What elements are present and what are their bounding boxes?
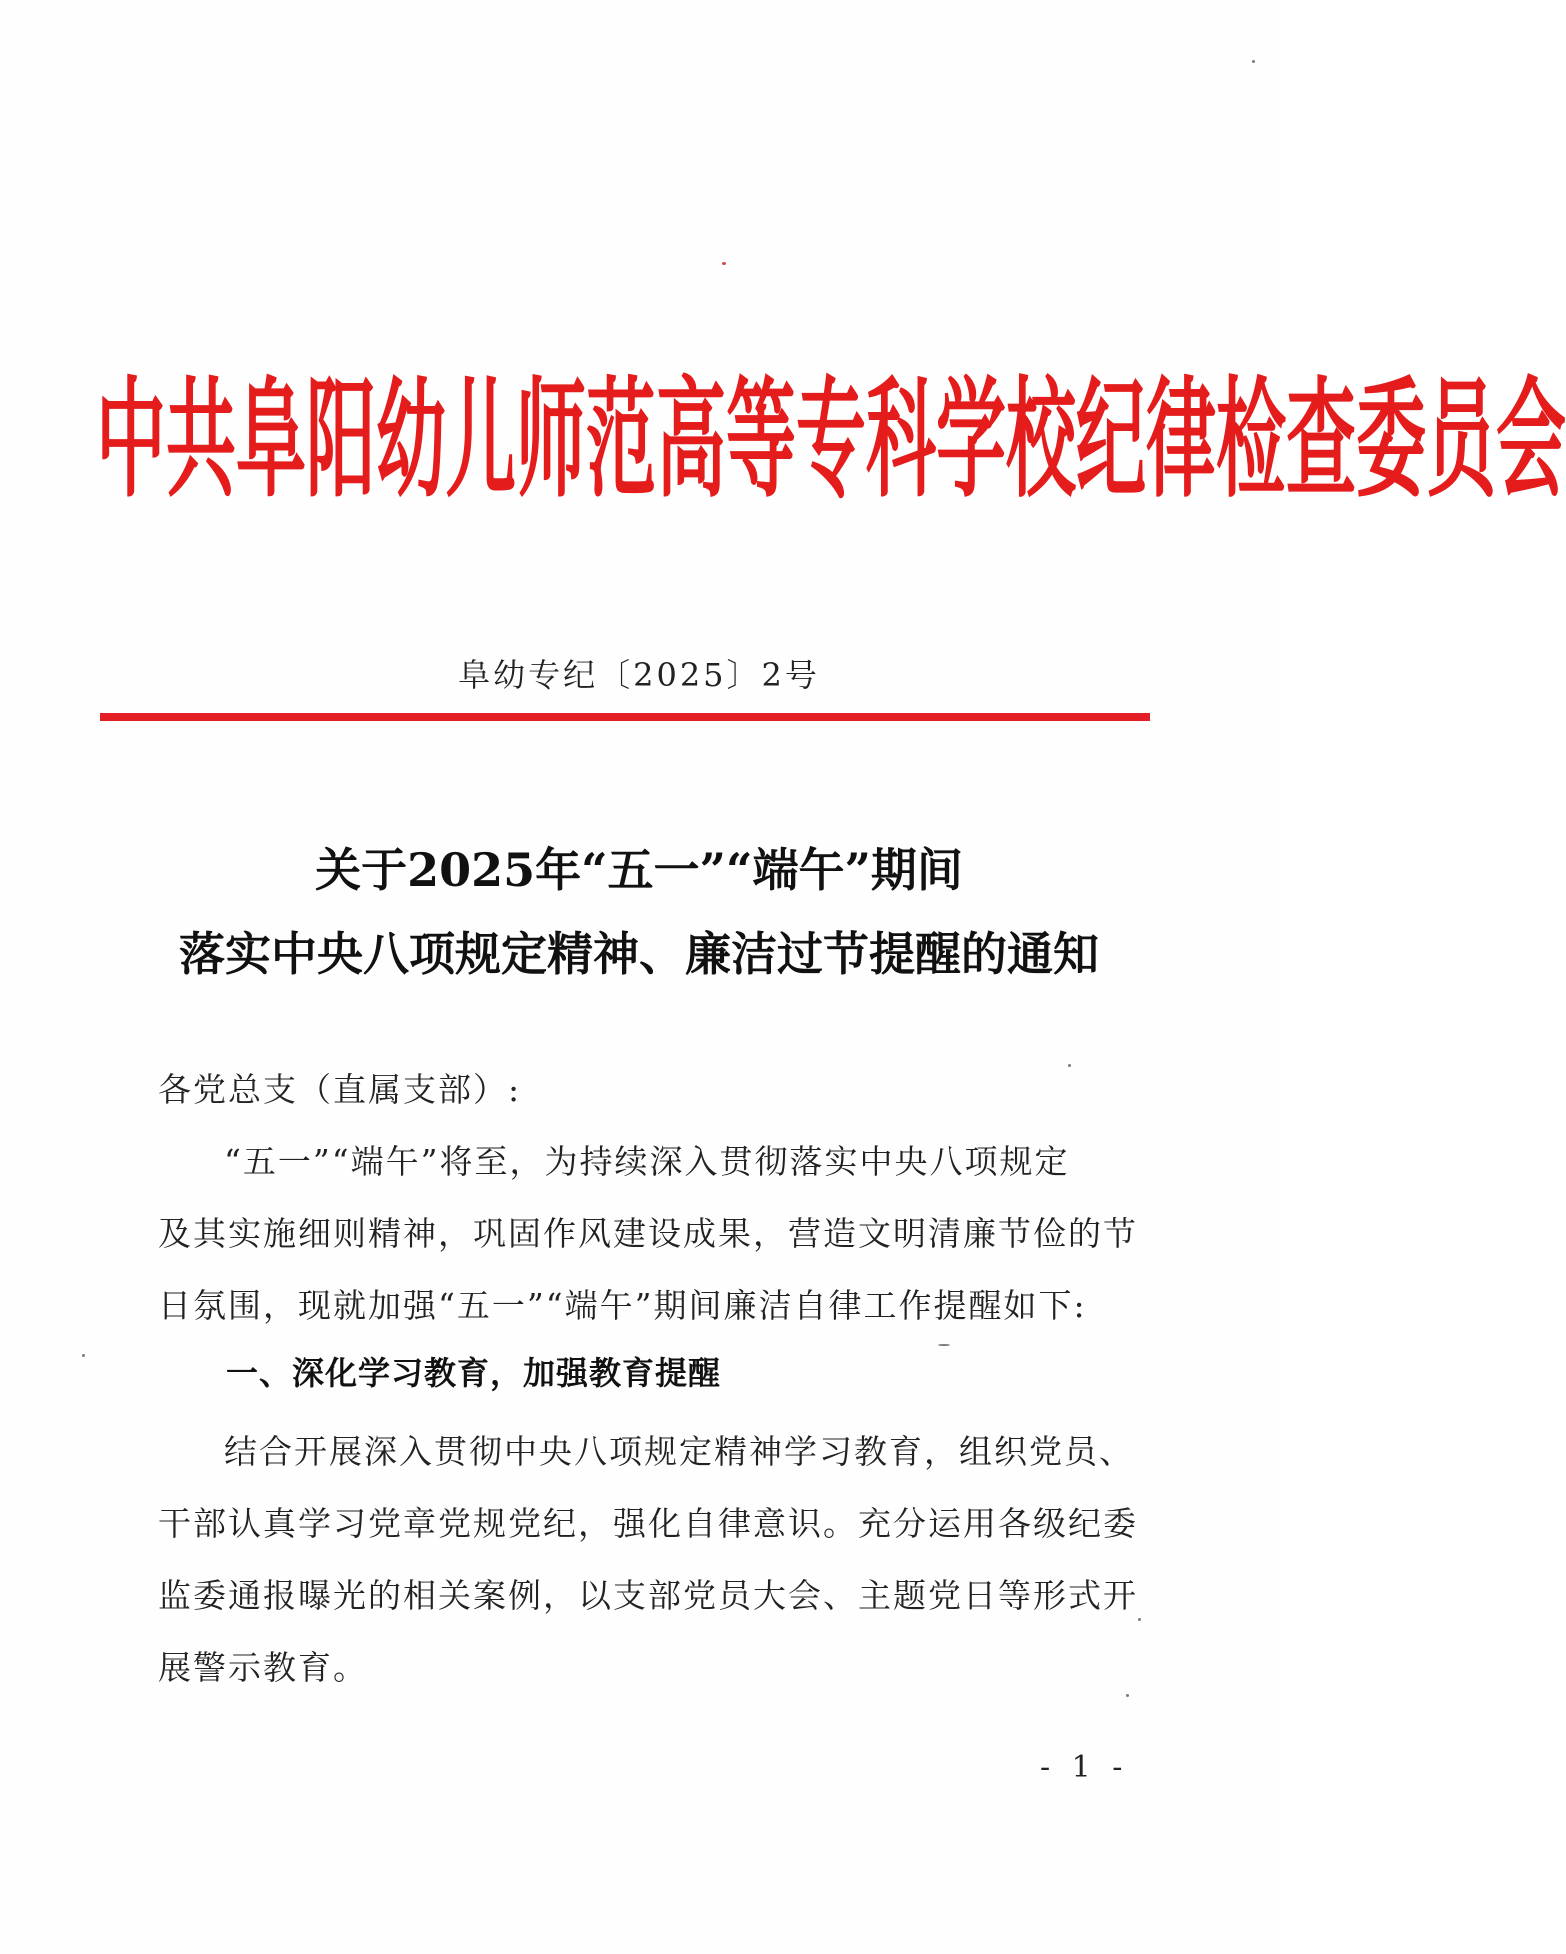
salutation: 各党总支（直属支部）: (158, 1070, 522, 1109)
notice-title-line-1: 关于2025年“五一”“端午”期间 (315, 843, 963, 897)
section-1-line: 干部认真学习党章党规党纪，强化自律意识。充分运用各级纪委 (158, 1504, 1138, 1543)
scan-speck (1252, 60, 1255, 63)
document-number: 阜幼专纪〔2025〕2号 (458, 656, 820, 694)
intro-line: 及其实施细则精神，巩固作风建设成果，营造文明清廉节俭的节 (158, 1214, 1138, 1253)
intro-line: 日氛围，现就加强“五一”“端午”期间廉洁自律工作提醒如下: (158, 1286, 1087, 1325)
page-number: - 1 - (1040, 1750, 1129, 1785)
notice-title-line-2: 落实中央八项规定精神、廉洁过节提醒的通知 (179, 927, 1099, 981)
scan-speck (82, 1354, 85, 1357)
red-divider-rule (100, 713, 1150, 721)
section-1-heading: 一、深化学习教育，加强教育提醒 (226, 1354, 722, 1392)
letterhead-organization: 中共阜阳幼儿师范高等专科学校纪律检查委员会 (96, 364, 1566, 516)
scan-speck (1126, 1694, 1129, 1697)
scan-speck (1138, 1618, 1141, 1621)
section-1-line: 监委通报曝光的相关案例，以支部党员大会、主题党日等形式开 (158, 1576, 1138, 1615)
section-1-line: 结合开展深入贯彻中央八项规定精神学习教育，组织党员、 (224, 1432, 1134, 1471)
scan-speck (1068, 1064, 1071, 1067)
section-1-paragraph (158, 1416, 1138, 1704)
section-1-line: 展警示教育。 (158, 1648, 368, 1687)
scan-speck (938, 1344, 950, 1346)
scan-speck (722, 262, 726, 265)
intro-paragraph (158, 1126, 1138, 1342)
intro-line: “五一”“端午”将至，为持续深入贯彻落实中央八项规定 (224, 1142, 1070, 1181)
